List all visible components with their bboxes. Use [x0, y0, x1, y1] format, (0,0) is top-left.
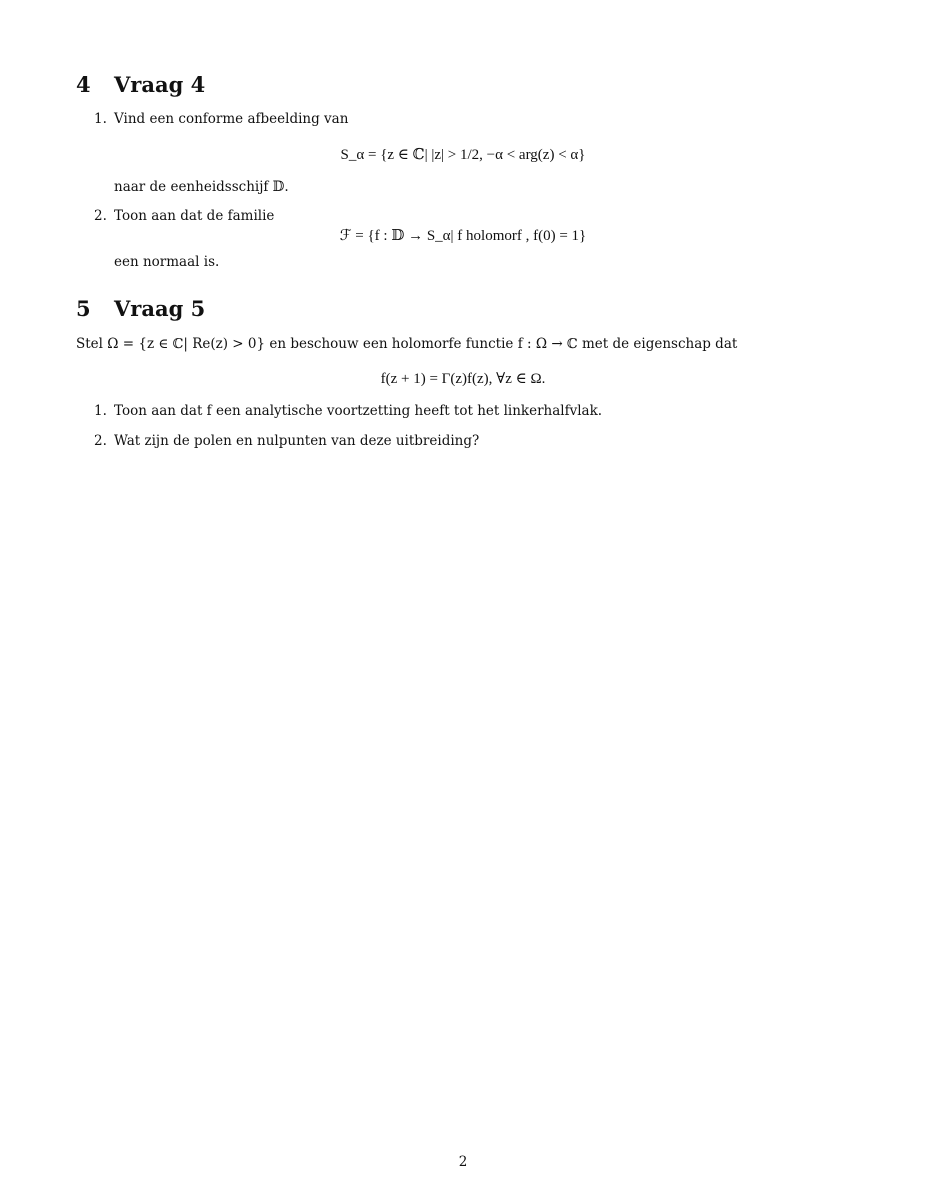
list-item-text: Toon aan dat f een analytische voortzetting heeft tot het linkerhalfvlak. — [114, 403, 603, 419]
list-marker: 1. — [94, 403, 107, 419]
list-item-continuation: een normaal is. — [114, 254, 220, 270]
section-number: 5 — [76, 296, 91, 321]
section-title: Vraag 4 — [114, 72, 206, 97]
section-title: Vraag 5 — [114, 296, 206, 321]
list-item-text: Vind een conforme afbeelding van — [114, 111, 349, 127]
display-formula: f(z + 1) = Γ(z)f(z), ∀z ∈ Ω. — [380, 371, 546, 387]
display-formula: S_α = {z ∈ ℂ| |z| > 1/2, −α < arg(z) < α} — [340, 147, 586, 163]
page-number: 2 — [458, 1154, 468, 1170]
section-number: 4 — [76, 72, 91, 97]
list-item-text: Wat zijn de polen en nulpunten van deze uitbreiding? — [114, 433, 480, 449]
list-marker: 1. — [94, 111, 107, 127]
section-5-heading — [76, 296, 205, 321]
display-formula: ℱ = {f : 𝔻 → S_α| f holomorf , f(0) = 1} — [339, 228, 587, 244]
list-item-continuation: naar de eenheidsschijf 𝔻. — [114, 179, 289, 195]
section-intro: Stel Ω = {z ∈ ℂ| Re(z) > 0} en beschouw een holomorfe functie f : Ω → ℂ met de eigenschap dat — [76, 336, 738, 352]
section-4-heading — [76, 72, 205, 97]
list-item-text: Toon aan dat de familie — [114, 208, 275, 224]
list-marker: 2. — [94, 208, 107, 224]
list-marker: 2. — [94, 433, 107, 449]
